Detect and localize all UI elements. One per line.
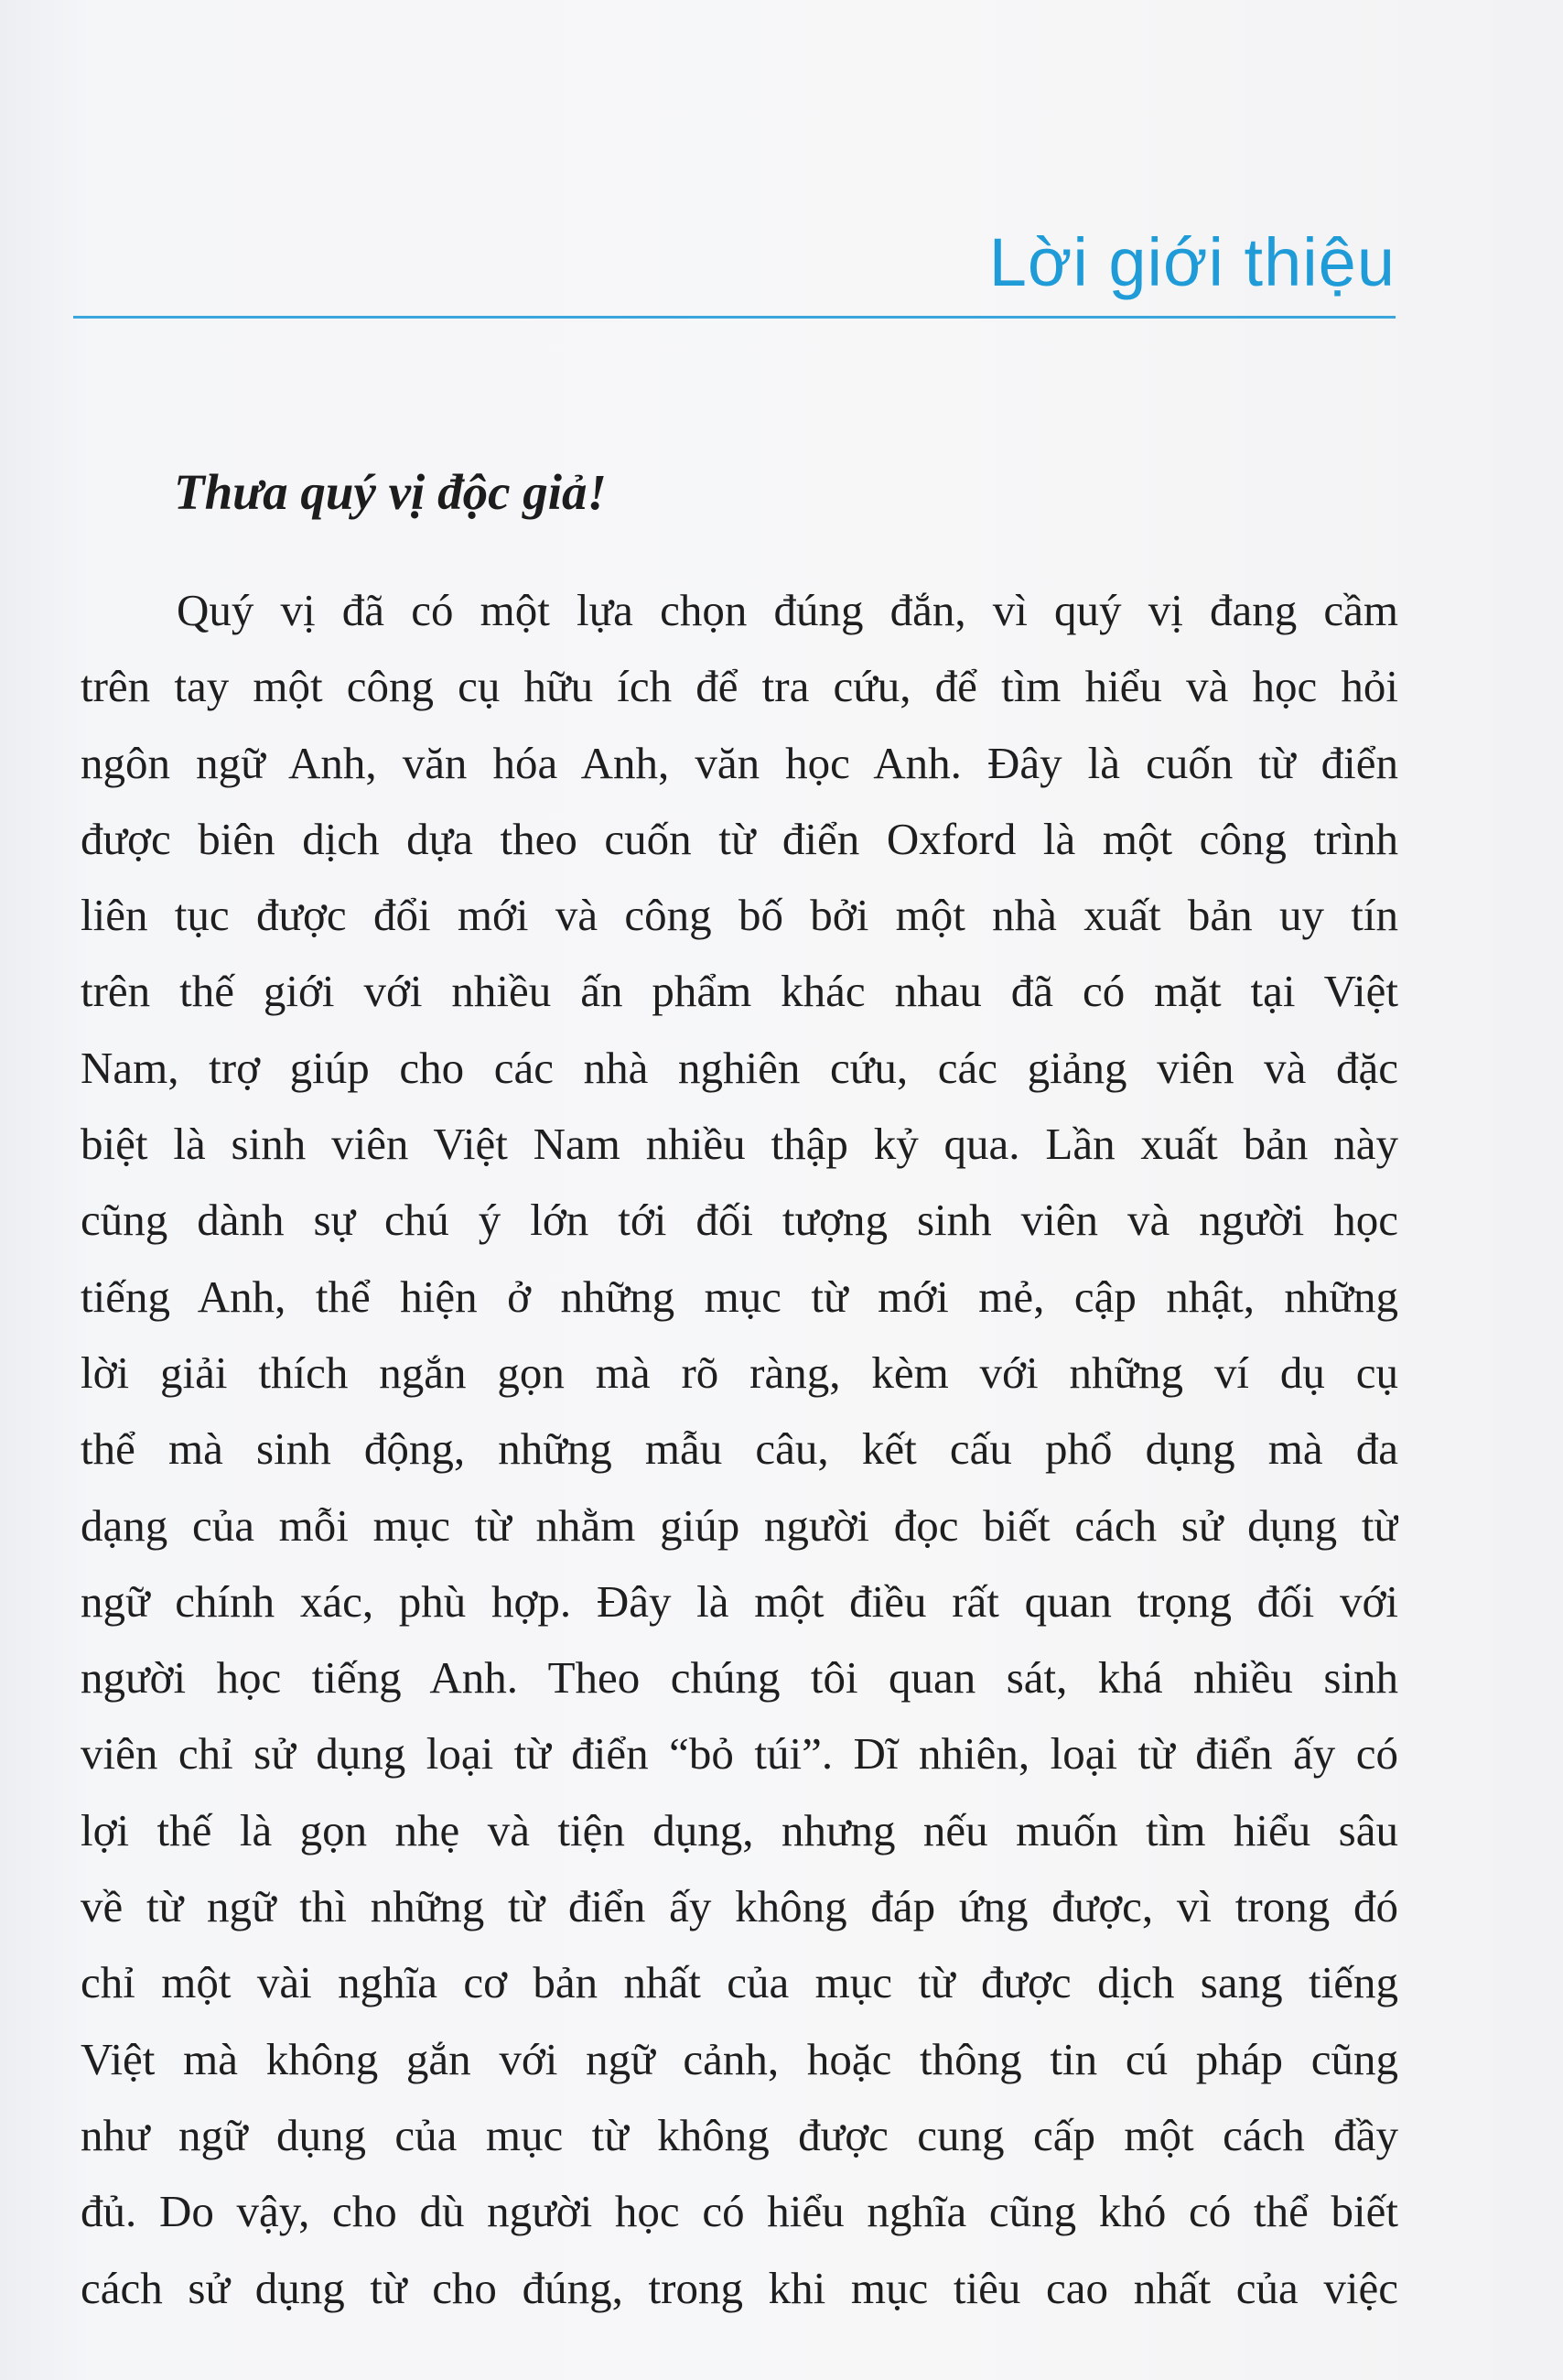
paragraph-line: Việt mà không gắn với ngữ cảnh, hoặc thông tin cú pháp cũng [81, 2033, 1398, 2084]
paragraph-line: lời giải thích ngắn gọn mà rõ ràng, kèm với những ví dụ cụ [81, 1347, 1398, 1398]
paragraph-line: tiếng Anh, thể hiện ở những mục từ mới mẻ, cập nhật, những [81, 1271, 1398, 1322]
section-title: Lời giới thiệu [988, 224, 1396, 300]
paragraph-line: ngôn ngữ Anh, văn hóa Anh, văn học Anh. Đây là cuốn từ điển [81, 737, 1398, 788]
paragraph-line: người học tiếng Anh. Theo chúng tôi quan sát, khá nhiều sinh [81, 1652, 1398, 1704]
paragraph-line: Nam, trợ giúp cho các nhà nghiên cứu, các giảng viên và đặc [81, 1042, 1398, 1093]
paragraph-line: trên thế giới với nhiều ấn phẩm khác nhau đã có mặt tại Việt [81, 966, 1398, 1017]
paragraph-line: Quý vị đã có một lựa chọn đúng đắn, vì quý vị đang cầm [177, 585, 1398, 635]
show-through-text [73, 119, 86, 178]
paragraph-line: viên chỉ sử dụng loại từ điển “bỏ túi”. Dĩ nhiên, loại từ điển ấy có [81, 1728, 1398, 1780]
paragraph-line: chỉ một vài nghĩa cơ bản nhất của mục từ được dịch sang tiếng [81, 1957, 1398, 2008]
body-paragraph [81, 572, 1398, 2326]
paragraph-line: dạng của mỗi mục từ nhằm giúp người đọc biết cách sử dụng từ [81, 1499, 1398, 1551]
paragraph-line: lợi thế là gọn nhẹ và tiện dụng, nhưng nếu muốn tìm hiểu sâu [81, 1804, 1398, 1855]
paragraph-line: ngữ chính xác, phù hợp. Đây là một điều rất quan trọng đối với [81, 1575, 1398, 1627]
section-header [73, 224, 1396, 325]
salutation: Thưa quý vị độc giả! [174, 464, 607, 520]
paragraph-line: biệt là sinh viên Việt Nam nhiều thập kỷ qua. Lần xuất bản này [81, 1119, 1398, 1170]
paragraph-line: thể mà sinh động, những mẫu câu, kết cấu phổ dụng mà đa [81, 1423, 1398, 1475]
paragraph-line: như ngữ dụng của mục từ không được cung cấp một cách đầy [81, 2109, 1398, 2160]
header-divider [73, 316, 1396, 319]
paragraph-line: cũng dành sự chú ý lớn tới đối tượng sinh viên và người học [81, 1195, 1398, 1246]
paragraph-line: đủ. Do vậy, cho dù người học có hiểu nghĩa cũng khó có thể biết [81, 2186, 1398, 2237]
paragraph-line: về từ ngữ thì những từ điển ấy không đáp ứng được, vì trong đó [81, 1881, 1398, 1932]
paragraph-line: cách sử dụng từ cho đúng, trong khi mục tiêu cao nhất của việc [81, 2262, 1398, 2313]
paragraph-line: liên tục được đổi mới và công bố bởi một nhà xuất bản uy tín [81, 890, 1398, 941]
paragraph-line: trên tay một công cụ hữu ích để tra cứu, để tìm hiểu và học hỏi [81, 661, 1398, 712]
paragraph-line: được biên dịch dựa theo cuốn từ điển Oxford là một công trình [81, 813, 1398, 864]
